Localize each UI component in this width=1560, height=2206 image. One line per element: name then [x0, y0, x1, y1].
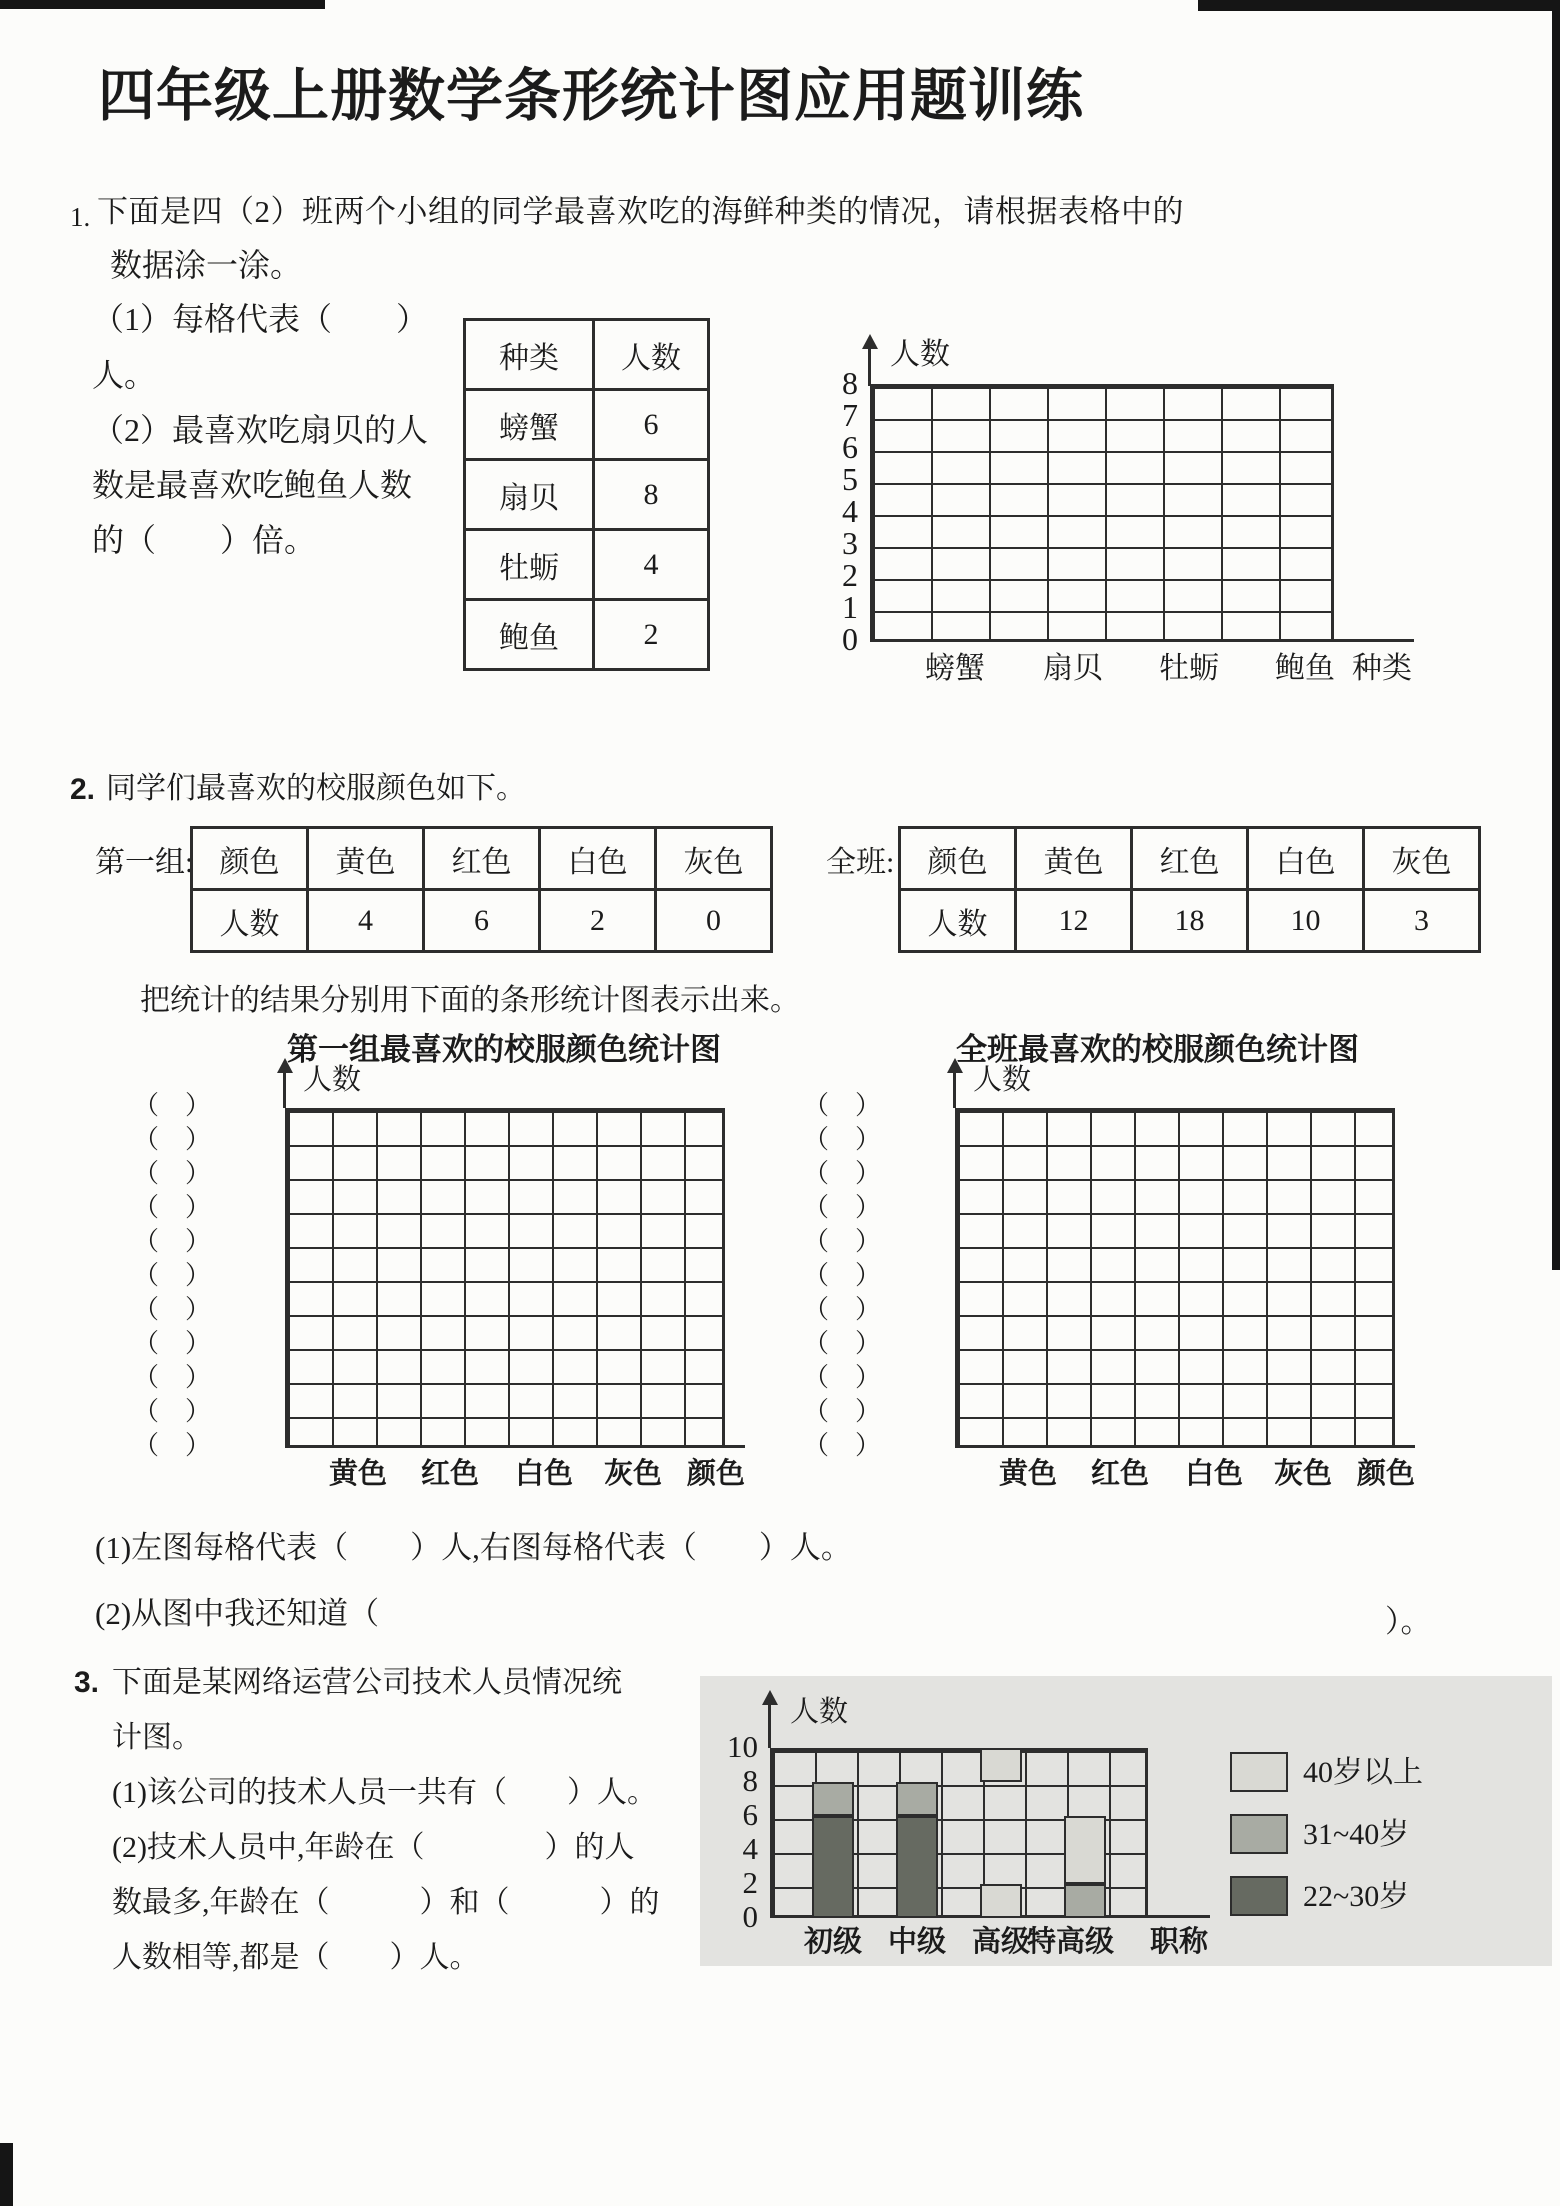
p2-group1-table — [190, 826, 773, 953]
p3-line: (2)技术人员中,年龄在（ ）的人 — [112, 1831, 635, 1864]
table-cell: 8 — [594, 460, 709, 530]
p2-question2-end: ）。 — [1385, 1604, 1432, 1639]
x-tick: 红色 — [421, 1458, 480, 1490]
x-tick: 螃蟹 — [925, 652, 985, 685]
y-tick: 10 — [727, 1729, 758, 1764]
scale-blank: （ ） — [132, 1363, 211, 1392]
y-axis-line — [868, 347, 871, 386]
scale-blank: （ ） — [132, 1261, 211, 1290]
p2-intro: 同学们最喜欢的校服颜色如下。 — [106, 772, 526, 805]
p1-line: （1）每格代表（ ） — [92, 301, 429, 337]
table-cell: 颜色 — [192, 828, 308, 890]
y-tick: 0 — [842, 621, 858, 657]
scale-blank: （ ） — [132, 1431, 211, 1460]
bar-segment-40岁以上 — [1064, 1816, 1106, 1884]
scale-blank: （ ） — [132, 1295, 211, 1324]
x-tick: 灰色 — [604, 1458, 663, 1490]
y-tick: 2 — [742, 1865, 758, 1900]
p3-bar — [896, 1748, 938, 1918]
p3-line: 计图。 — [112, 1721, 202, 1754]
bar-segment-31~40岁 — [812, 1782, 854, 1816]
p1-line: 数据涂一涂。 — [110, 247, 303, 283]
table-cell: 人数 — [900, 890, 1016, 952]
table-cell: 白色 — [1248, 828, 1364, 890]
p2-class-table — [898, 826, 1481, 953]
p3-line: (1)该公司的技术人员一共有（ ）人。 — [112, 1776, 657, 1809]
table-cell: 4 — [308, 890, 424, 952]
y-axis-line — [768, 1703, 771, 1748]
scan-artifact — [0, 0, 325, 9]
p1-number: 1. — [70, 202, 91, 232]
legend-label: 40岁以上 — [1303, 1756, 1423, 1789]
scale-blank: （ ） — [802, 1431, 881, 1460]
x-tick: 白色 — [515, 1458, 574, 1490]
page-title: 四年级上册数学条形统计图应用题训练 — [98, 64, 1084, 128]
x-tick: 黄色 — [329, 1458, 388, 1490]
p1-line: （2）最喜欢吃扇贝的人 — [92, 412, 429, 448]
legend-label: 22~30岁 — [1303, 1880, 1410, 1913]
y-axis-label: 人数 — [303, 1064, 362, 1096]
p2-instruction: 把统计的结果分别用下面的条形统计图表示出来。 — [140, 984, 800, 1017]
x-axis-line — [723, 1445, 745, 1448]
y-axis-line — [283, 1071, 286, 1108]
scale-blank: （ ） — [802, 1397, 881, 1426]
x-axis-category-label: 颜色 — [1357, 1458, 1416, 1490]
p1-table — [463, 318, 710, 671]
y-tick: 8 — [842, 365, 858, 401]
scale-blank: （ ） — [802, 1363, 881, 1392]
table-cell: 2 — [540, 890, 656, 952]
stray-light-cell — [980, 1748, 1022, 1782]
scale-blank: （ ） — [802, 1261, 881, 1290]
chart-title: 全班最喜欢的校服颜色统计图 — [956, 1032, 1359, 1067]
scale-blank: （ ） — [802, 1091, 881, 1120]
y-tick: 6 — [842, 429, 858, 465]
scale-blank: （ ） — [802, 1125, 881, 1154]
table-cell: 3 — [1364, 890, 1480, 952]
y-tick: 3 — [842, 525, 858, 561]
p3-bar — [812, 1748, 854, 1918]
x-axis-line — [1332, 639, 1414, 642]
scale-blank: （ ） — [132, 1125, 211, 1154]
bar-segment-22~30岁 — [896, 1816, 938, 1918]
y-tick: 5 — [842, 461, 858, 497]
p1-line: 人。 — [92, 357, 157, 393]
legend-swatch — [1230, 1752, 1288, 1792]
y-tick: 8 — [742, 1763, 758, 1798]
y-axis-line — [953, 1071, 956, 1108]
y-tick: 4 — [742, 1831, 758, 1866]
y-axis-label: 人数 — [890, 338, 950, 371]
table-cell: 扇贝 — [465, 460, 594, 530]
table-cell: 18 — [1132, 890, 1248, 952]
scan-artifact — [1198, 0, 1560, 11]
table-cell: 灰色 — [656, 828, 772, 890]
table-cell: 10 — [1248, 890, 1364, 952]
x-axis-category-label: 种类 — [1352, 652, 1412, 685]
x-tick: 高级 — [972, 1926, 1031, 1958]
table-cell: 黄色 — [1016, 828, 1132, 890]
legend-swatch — [1230, 1876, 1288, 1916]
chart-title: 第一组最喜欢的校服颜色统计图 — [287, 1032, 721, 1067]
x-tick: 白色 — [1185, 1458, 1244, 1490]
scale-blank: （ ） — [132, 1193, 211, 1222]
table-cell: 6 — [594, 390, 709, 460]
table-cell: 红色 — [1132, 828, 1248, 890]
x-axis-line — [1393, 1445, 1415, 1448]
scale-blank: （ ） — [132, 1159, 211, 1188]
p1-intro: 下面是四（2）班两个小组的同学最喜欢吃的海鲜种类的情况，请根据表格中的 — [97, 194, 1184, 229]
y-axis-label: 人数 — [973, 1064, 1032, 1096]
bar-segment-31~40岁 — [896, 1782, 938, 1816]
table-cell: 黄色 — [308, 828, 424, 890]
x-tick: 扇贝 — [1043, 652, 1103, 685]
y-tick: 7 — [842, 397, 858, 433]
scan-artifact — [1552, 0, 1560, 1270]
table-cell: 人数 — [594, 320, 709, 390]
bar-segment-22~30岁 — [812, 1816, 854, 1918]
p1-line: 数是最喜欢吃鲍鱼人数 — [92, 467, 413, 503]
legend-swatch — [1230, 1814, 1288, 1854]
table-cell: 2 — [594, 600, 709, 670]
y-tick: 4 — [842, 493, 858, 529]
table-cell: 人数 — [192, 890, 308, 952]
scale-blank: （ ） — [132, 1091, 211, 1120]
table-cell: 12 — [1016, 890, 1132, 952]
p2-class-label: 全班: — [826, 846, 895, 879]
table-cell: 种类 — [465, 320, 594, 390]
scale-blank: （ ） — [802, 1193, 881, 1222]
table-cell: 螃蟹 — [465, 390, 594, 460]
p3-line: 数最多,年龄在（ ）和（ ）的 — [112, 1886, 660, 1919]
y-tick: 0 — [742, 1899, 758, 1934]
table-cell: 0 — [656, 890, 772, 952]
x-tick: 中级 — [888, 1926, 947, 1958]
bar-segment-40岁以上 — [980, 1884, 1022, 1918]
x-tick: 灰色 — [1274, 1458, 1333, 1490]
y-tick: 2 — [842, 557, 858, 593]
p2-question1: (1)左图每格代表（ ）人,右图每格代表（ ）人。 — [95, 1530, 852, 1565]
table-cell: 颜色 — [900, 828, 1016, 890]
table-cell: 牡蛎 — [465, 530, 594, 600]
y-tick: 6 — [742, 1797, 758, 1832]
table-cell: 灰色 — [1364, 828, 1480, 890]
legend-label: 31~40岁 — [1303, 1818, 1410, 1851]
p1-line: 的（ ）倍。 — [92, 522, 317, 558]
p2-group1-label: 第一组: — [95, 846, 194, 879]
x-tick: 红色 — [1091, 1458, 1150, 1490]
x-tick: 鲍鱼 — [1275, 652, 1335, 685]
table-cell: 鲍鱼 — [465, 600, 594, 670]
x-tick: 特高级 — [1027, 1926, 1115, 1958]
table-cell: 红色 — [424, 828, 540, 890]
p2-question2: (2)从图中我还知道（ — [95, 1596, 380, 1631]
table-cell: 6 — [424, 890, 540, 952]
chart-grid — [285, 1108, 725, 1448]
scale-blank: （ ） — [132, 1227, 211, 1256]
scale-blank: （ ） — [802, 1159, 881, 1188]
y-axis-label: 人数 — [790, 1696, 849, 1728]
x-tick: 牡蛎 — [1159, 652, 1219, 685]
y-tick: 1 — [842, 589, 858, 625]
p2-number: 2. — [70, 773, 96, 806]
table-cell: 白色 — [540, 828, 656, 890]
table-cell: 4 — [594, 530, 709, 600]
p3-line: 人数相等,都是（ ）人。 — [112, 1941, 480, 1974]
scale-blank: （ ） — [802, 1329, 881, 1358]
scan-artifact — [0, 2143, 13, 2206]
x-tick: 初级 — [804, 1926, 863, 1958]
chart-grid — [955, 1108, 1395, 1448]
scale-blank: （ ） — [132, 1329, 211, 1358]
bar-segment-31~40岁 — [1064, 1884, 1106, 1918]
x-tick: 黄色 — [999, 1458, 1058, 1490]
scale-blank: （ ） — [132, 1397, 211, 1426]
chart-grid — [870, 384, 1334, 642]
p3-number: 3. — [74, 1666, 100, 1699]
x-axis-category-label: 颜色 — [687, 1458, 746, 1490]
p3-bar — [1064, 1748, 1106, 1918]
scale-blank: （ ） — [802, 1295, 881, 1324]
p3-line: 下面是某网络运营公司技术人员情况统 — [112, 1666, 622, 1699]
x-axis-line — [1146, 1915, 1210, 1918]
x-axis-category-label: 职称 — [1150, 1926, 1209, 1958]
scale-blank: （ ） — [802, 1227, 881, 1256]
